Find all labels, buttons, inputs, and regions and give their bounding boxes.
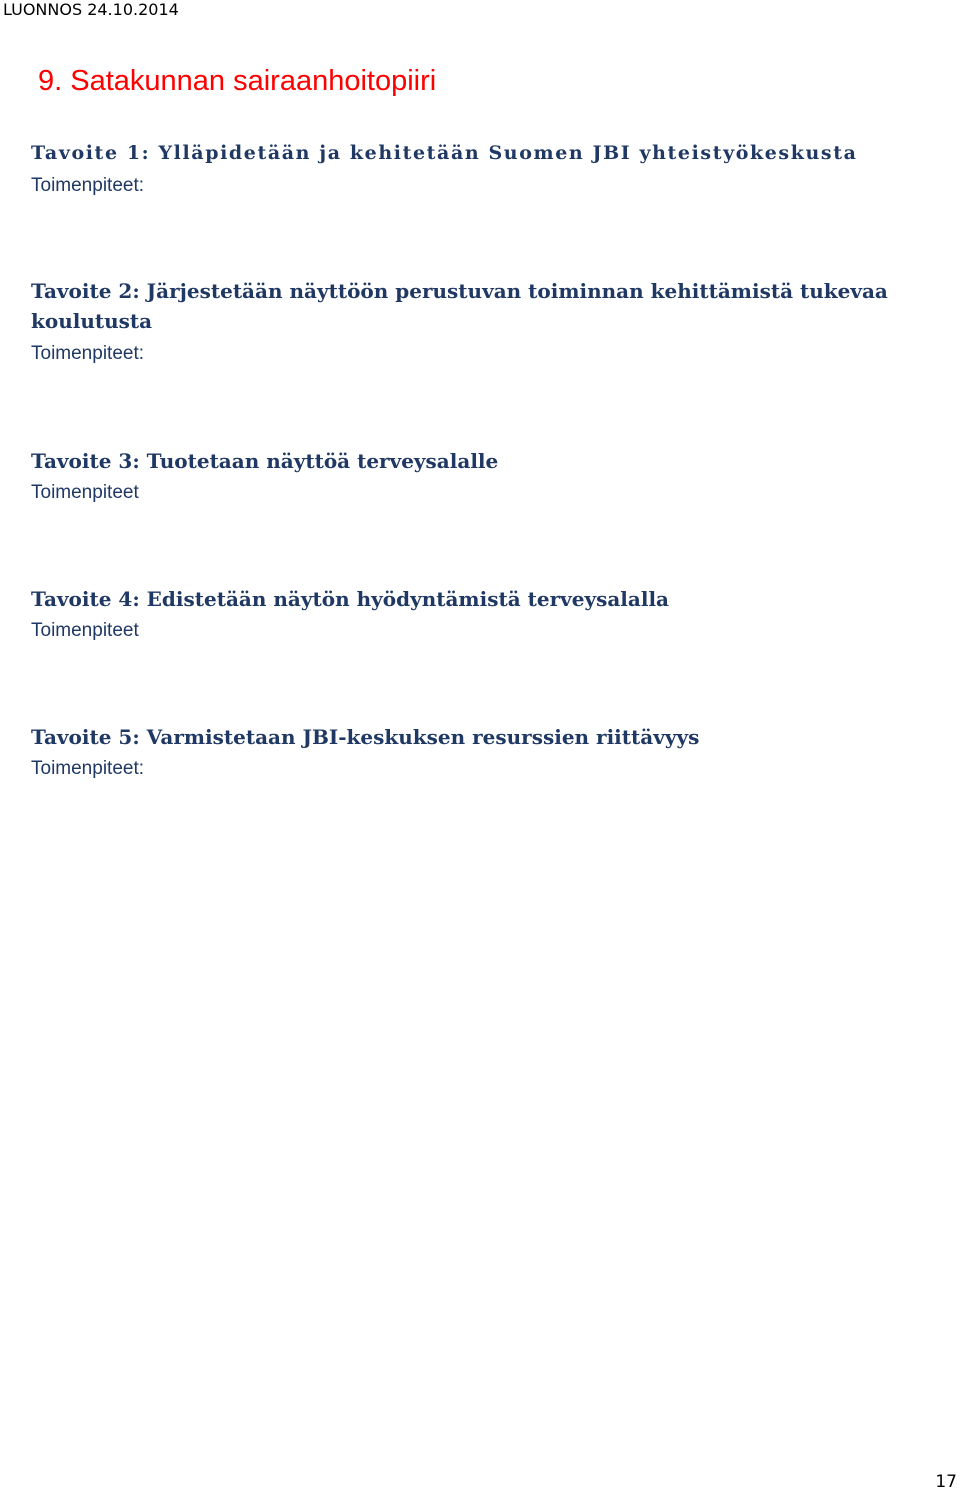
draft-header-label: LUONNOS 24.10.2014 [3,0,179,19]
goal-1-title: Tavoite 1: Ylläpidetään ja kehitetään Suomen JBI yhteistyökeskusta [31,142,858,164]
page-number: 17 [935,1472,957,1492]
goal-2-title: Tavoite 2: Järjestetään näyttöön perustuvan toiminnan kehittämistä tukevaa koulutusta [31,279,888,333]
section-title: 9. Satakunnan sairaanhoitopiiri [38,65,437,97]
goal-5-title: Tavoite 5: Varmistetaan JBI-keskuksen resurssien riittävyys [31,725,700,749]
goal-2-measures-label: Toimenpiteet: [31,343,145,364]
goal-3-measures-label: Toimenpiteet [31,482,139,503]
goal-1-measures-label: Toimenpiteet: [31,175,145,196]
goal-3-title: Tavoite 3: Tuotetaan näyttöä terveysalalle [31,449,499,473]
goal-4-title: Tavoite 4: Edistetään näytön hyödyntämistä terveysalalla [31,587,670,611]
goal-4-measures-label: Toimenpiteet [31,620,139,641]
goal-5-measures-label: Toimenpiteet: [31,758,145,779]
